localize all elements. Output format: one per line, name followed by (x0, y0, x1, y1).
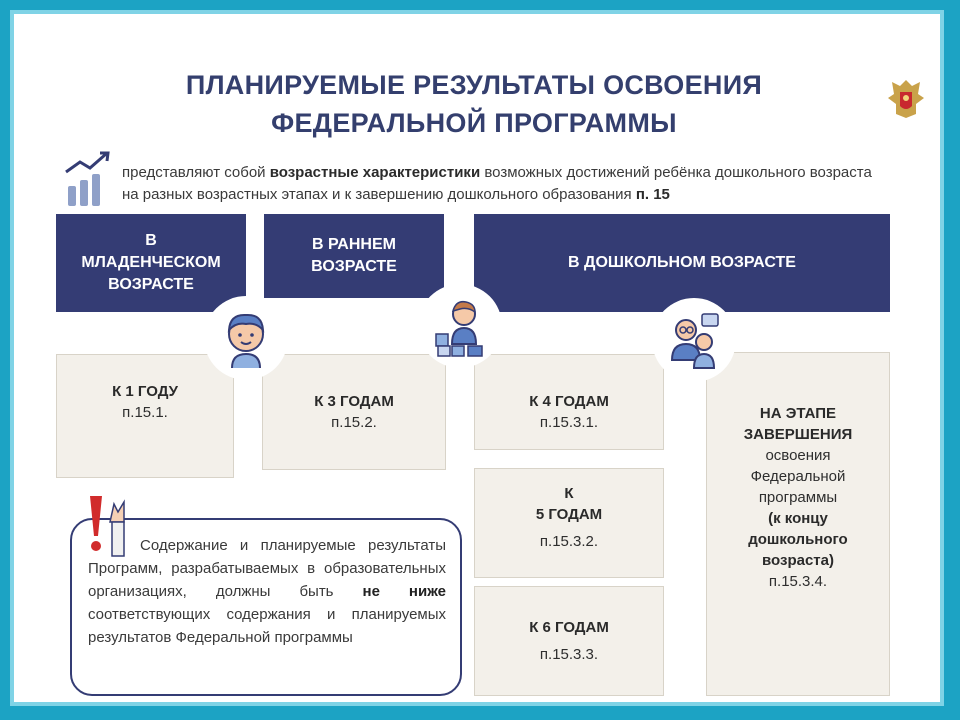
intro-pre: представляют собой (122, 164, 270, 181)
card-final-title-line1: НА ЭТАПЕ (759, 405, 837, 422)
note-post: соответствующих содержания и планируемых результатов Федеральной программы (88, 606, 446, 646)
header-early (264, 214, 444, 298)
card-age5-title-line2: 5 ГОДАМ (535, 506, 603, 523)
intro-post: возможных достижений ребёнка дошкольного возраста на разных возрастных этапах и к завершению дошкольного образования (122, 164, 872, 203)
card-age4 (474, 354, 664, 450)
note-pre: Содержание и планируемые результаты Программ, разрабатываемых в образовательных организациях, должны быть (88, 537, 446, 600)
header-preschool-label: В ДОШКОЛЬНОМ ВОЗРАСТЕ (568, 254, 796, 271)
header-infant (56, 214, 246, 312)
page-title-line1: ПЛАНИРУЕМЫЕ РЕЗУЛЬТАТЫ ОСВОЕНИЯ (185, 70, 763, 100)
card-age3 (262, 354, 446, 470)
card-age5 (474, 468, 664, 578)
note-text (88, 534, 446, 649)
card-age4-title: К 4 ГОДАМ (529, 393, 609, 410)
infant-circle (204, 296, 288, 380)
card-age1-ref: п.15.1. (122, 404, 168, 421)
growth-chart-icon (62, 150, 112, 208)
card-final-text: освоения Федеральной программы (750, 447, 846, 506)
card-age1-title: К 1 ГОДУ (112, 383, 178, 400)
note-bold: не ниже (362, 583, 446, 600)
card-final (706, 352, 890, 696)
card-age6-ref: п.15.3.3. (539, 646, 599, 663)
exclamation-icon (80, 492, 138, 564)
card-age3-ref: п.15.2. (331, 414, 377, 431)
page-title (14, 66, 934, 142)
card-age4-ref: п.15.3.1. (539, 414, 599, 431)
baby-icon (216, 306, 276, 370)
card-age6-title: К 6 ГОДАМ (529, 619, 609, 636)
card-age6 (474, 586, 664, 696)
preschool-circle (652, 298, 736, 382)
intro-text (122, 162, 882, 206)
toddler-with-blocks-icon (430, 294, 490, 358)
intro-ref: п. 15 (635, 186, 670, 203)
header-infant-label: В МЛАДЕНЧЕСКОМ ВОЗРАСТЕ (81, 232, 221, 293)
children-group-icon (664, 308, 724, 372)
card-age5-title-line1: К (564, 485, 574, 502)
page-title-line2: ФЕДЕРАЛЬНОЙ ПРОГРАММЫ (271, 108, 677, 138)
header-early-label: В РАННЕМ ВОЗРАСТЕ (311, 236, 397, 275)
card-age5-ref: п.15.3.2. (539, 533, 599, 550)
header-preschool (474, 214, 890, 312)
emblem-icon (886, 76, 926, 120)
intro-bold: возрастные характеристики (269, 164, 481, 181)
card-age3-title: К 3 ГОДАМ (314, 393, 394, 410)
card-final-title-line2: ЗАВЕРШЕНИЯ (743, 426, 853, 443)
card-final-ref: п.15.3.4. (768, 573, 828, 590)
early-circle (418, 284, 502, 368)
slide-frame (10, 10, 944, 706)
card-final-bold: (к концу дошкольного возраста) (748, 510, 848, 569)
card-age1 (56, 354, 234, 478)
